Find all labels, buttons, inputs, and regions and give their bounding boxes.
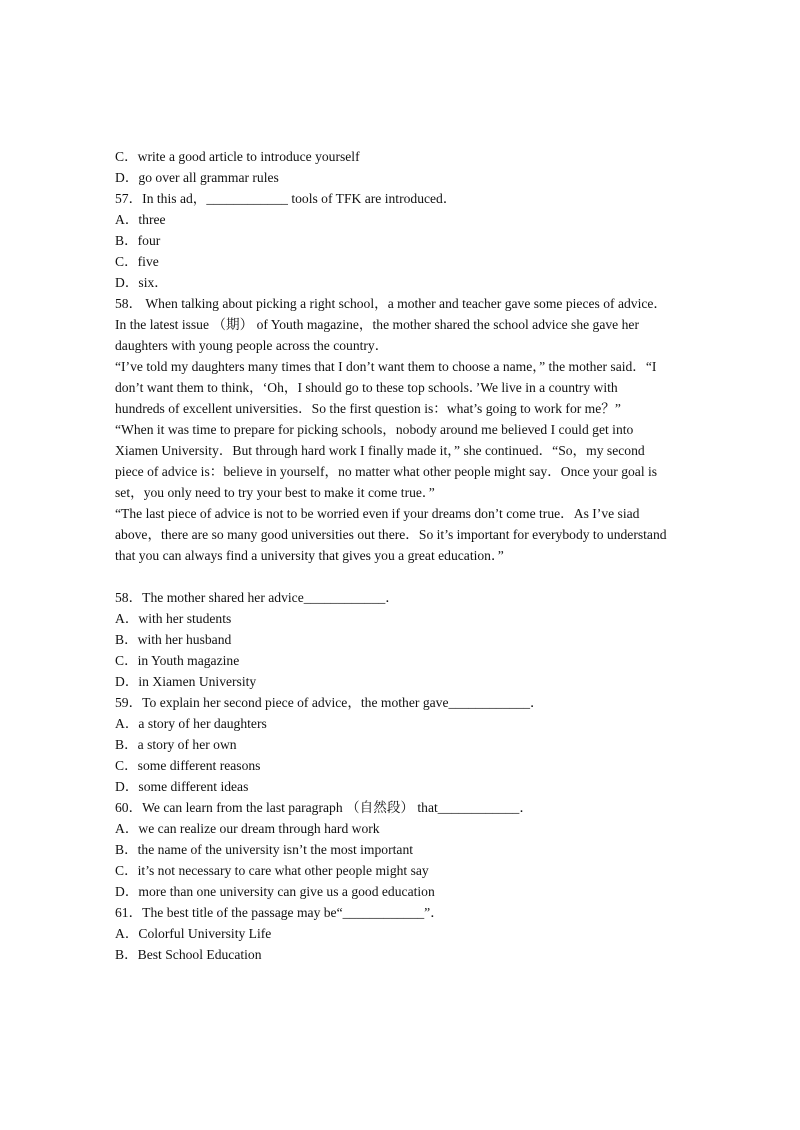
text-line: C．in Youth magazine	[115, 653, 240, 668]
text-line: don’t want them to think，‘Oh，I should go to these top schools．’We live in a country with	[115, 380, 618, 395]
text-line: daughters with young people across the country．	[115, 338, 389, 353]
text-line: A．we can realize our dream through hard work	[115, 821, 380, 836]
text-line: C．five	[115, 254, 159, 269]
text-line: A．Colorful University Life	[115, 926, 272, 941]
document-body	[115, 146, 695, 965]
text-line: B．with her husband	[115, 632, 232, 647]
text-line: B．the name of the university isn’t the most important	[115, 842, 414, 857]
text-line: “The last piece of advice is not to be worried even if your dreams don’t come true．As I’ve siad	[115, 506, 640, 521]
text-line: 58． When talking about picking a right school，a mother and teacher gave some pieces of advice．	[115, 296, 668, 311]
text-line: A．a story of her daughters	[115, 716, 267, 731]
text-line: “When it was time to prepare for picking schools，nobody around me believed I could get into	[115, 422, 634, 437]
text-line: that you can always find a university that gives you a great education．”	[115, 548, 504, 563]
text-line: D．in Xiamen University	[115, 674, 257, 689]
text-line: D．go over all grammar rules	[115, 170, 279, 185]
text-line: B．Best School Education	[115, 947, 262, 962]
text-line: piece of advice is：believe in yourself，no matter what other people might say．Once your goal is	[115, 464, 658, 479]
text-line: B．four	[115, 233, 161, 248]
text-line: A．three	[115, 212, 166, 227]
text-line: D．six．	[115, 275, 168, 290]
text-line: 57．In this ad，____________ tools of TFK are introduced．	[115, 191, 457, 206]
text-line: hundreds of excellent universities．So the first question is：what’s going to work for me？”	[115, 401, 621, 416]
text-line: B．a story of her own	[115, 737, 237, 752]
text-line: C．it’s not necessary to care what other people might say	[115, 863, 429, 878]
text-line: 58．The mother shared her advice____________．	[115, 590, 399, 605]
text-line: above，there are so many good universities out there．So it’s important for everybody to understand	[115, 527, 667, 542]
text-line: In the latest issue （期） of Youth magazine，the mother shared the school advice she gave her	[115, 317, 639, 332]
text-line: C．some different reasons	[115, 758, 261, 773]
blank-line	[115, 566, 695, 587]
text-line: set，you only need to try your best to make it come true．”	[115, 485, 435, 500]
text-line: 59．To explain her second piece of advice，the mother gave____________．	[115, 695, 544, 710]
text-line: C．write a good article to introduce yourself	[115, 149, 360, 164]
text-line: Xiamen University．But through hard work I finally made it，” she continued．“So，my second	[115, 443, 645, 458]
text-line: “I’ve told my daughters many times that I don’t want them to choose a name，” the mother said．“I	[115, 359, 657, 374]
text-line: 61．The best title of the passage may be“____________”．	[115, 905, 444, 920]
text-line: A．with her students	[115, 611, 232, 626]
text-line: D．some different ideas	[115, 779, 249, 794]
text-line: D．more than one university can give us a good education	[115, 884, 435, 899]
text-line: 60．We can learn from the last paragraph （自然段） that____________．	[115, 800, 533, 815]
